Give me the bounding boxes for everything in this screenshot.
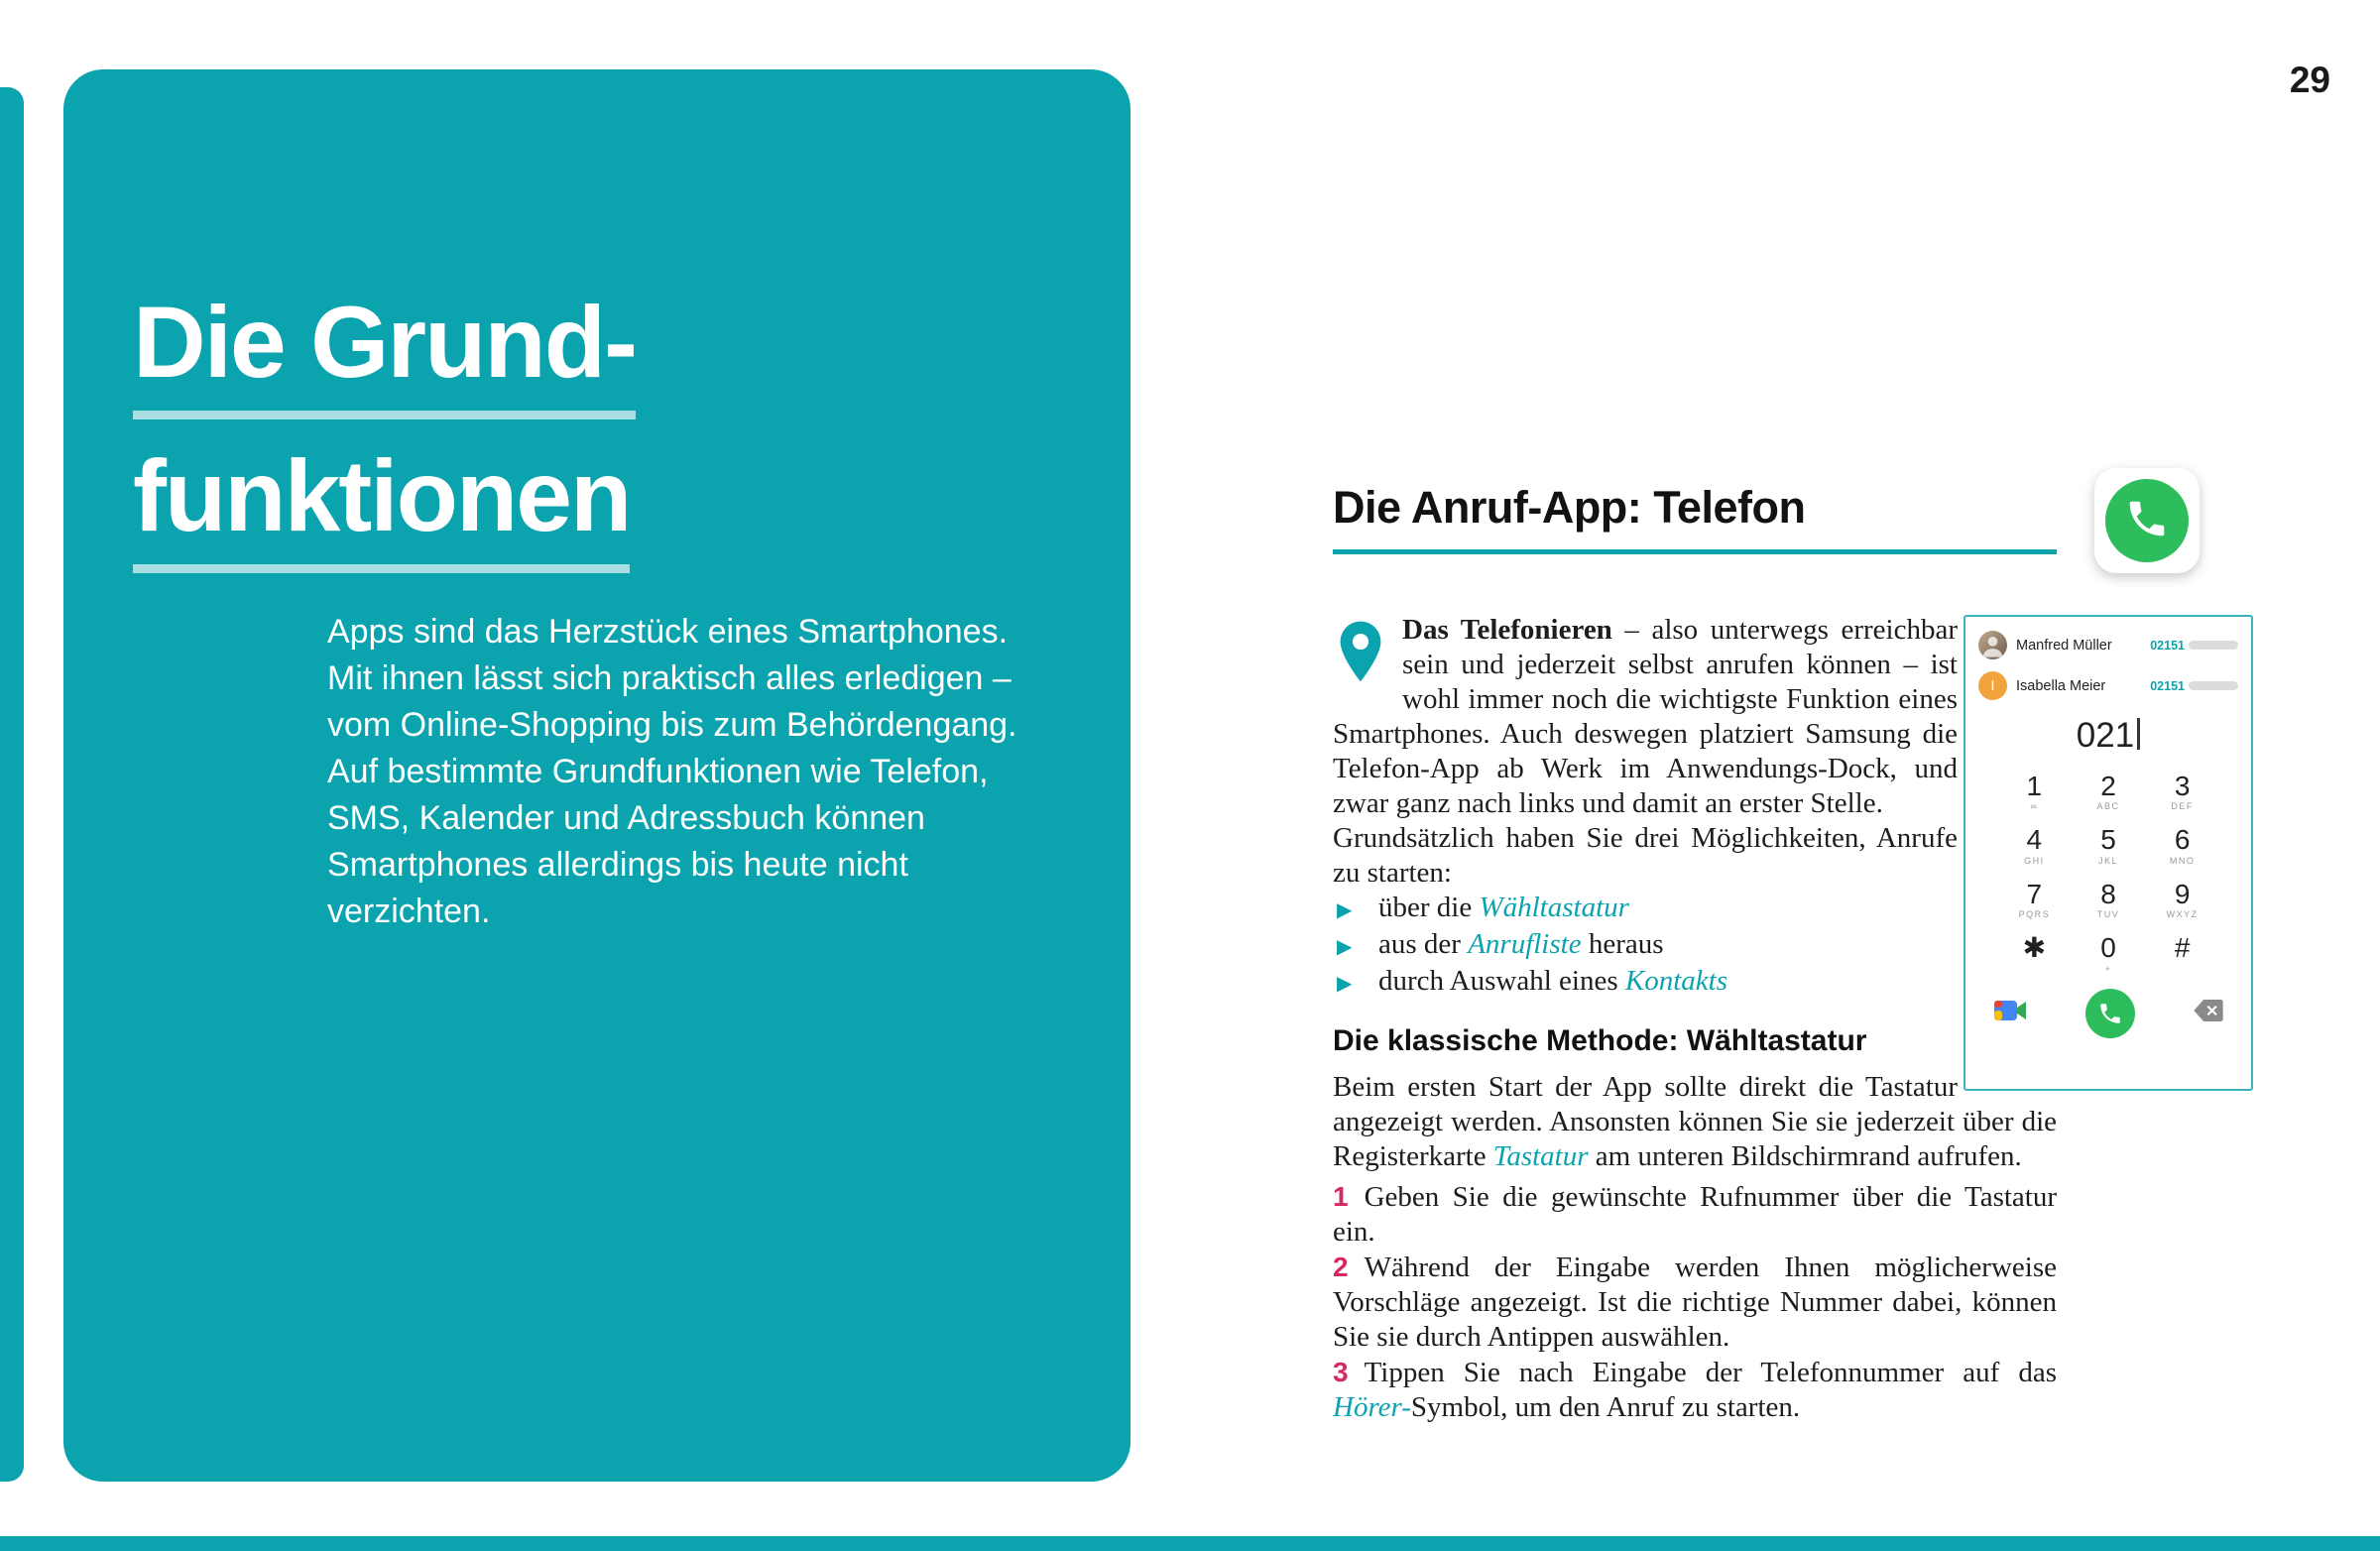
link-hoerer: Hörer-: [1333, 1391, 1411, 1423]
dialer-screenshot: [1964, 615, 2253, 1091]
phone-handset-icon: [2124, 496, 2170, 546]
key-9[interactable]: 9 WXYZ: [2166, 878, 2199, 920]
list-item-text: über die Wähltastatur: [1378, 892, 1629, 923]
redacted-number-bar: [2189, 681, 2238, 690]
intro-body: – also unterwegs erreichbar sein und jederzeit selbst anrufen können – ist wohl immer noch die wichtigste Funktion eines Smartphones. Auch deswegen platziert Samsung die Telefon-App ab Werk im Anwendungs-Dock, und zwar ganz nach links und damit an erster Stelle.: [1333, 614, 1959, 819]
page-edge-strip: [0, 87, 24, 1482]
link-waehltastatur: Wähltastatur: [1479, 892, 1629, 923]
key-hash[interactable]: #: [2174, 932, 2191, 964]
phone-app-icon-circle: [2105, 479, 2189, 562]
text-cursor: [2137, 718, 2140, 750]
list-item-text: aus der Anrufliste heraus: [1378, 928, 1664, 960]
section-heading: Die Anruf-App: Telefon: [1333, 482, 2057, 554]
redacted-number-bar: [2189, 641, 2238, 650]
link-tastatur: Tastatur: [1492, 1140, 1589, 1172]
contact-avatar-initial: I: [1978, 671, 2007, 700]
contact-suggestion-row[interactable]: [1965, 625, 2251, 665]
dialed-number-display: 021: [1965, 716, 2251, 762]
contact-number: 02151: [2150, 679, 2238, 693]
key-6[interactable]: 6 MNO: [2169, 824, 2196, 866]
step-number: 3: [1333, 1357, 1349, 1387]
step-1: 1 Geben Sie die gewünschte Rufnummer über die Tastatur ein.: [1333, 1181, 2057, 1248]
chapter-title: [133, 286, 636, 599]
key-4[interactable]: 4 GHI: [2024, 824, 2045, 866]
page-number: 29: [2289, 60, 2330, 100]
list-item: [1333, 927, 1958, 964]
dialer-action-row: [1965, 975, 2251, 1038]
chapter-title-line-2: funktionen: [133, 445, 630, 573]
step-list: [1333, 1179, 2057, 1425]
article-body: [1333, 613, 2057, 1425]
bullet-triangle-icon: ▶: [1337, 897, 1353, 921]
step-number: 2: [1333, 1252, 1349, 1282]
video-call-icon[interactable]: [1993, 999, 2027, 1027]
key-8[interactable]: 8 TUV: [2096, 878, 2120, 920]
contact-name: Manfred Müller: [2016, 637, 2112, 654]
list-item: [1333, 964, 1958, 1001]
link-kontakts: Kontakts: [1624, 965, 1727, 997]
contact-suggestion-row[interactable]: [1965, 665, 2251, 706]
chapter-title-line-1: Die Grund-: [133, 292, 636, 419]
list-item: [1333, 891, 1958, 927]
key-7[interactable]: 7 PQRS: [2018, 878, 2051, 920]
footer-accent-bar: [0, 1536, 2380, 1551]
options-intro: Grundsätzlich haben Sie drei Möglichkeiten, Anrufe zu starten:: [1333, 822, 1958, 889]
key-1[interactable]: 1 ∞: [2026, 771, 2043, 812]
bullet-triangle-icon: ▶: [1337, 971, 1353, 995]
backspace-icon[interactable]: [2194, 1000, 2223, 1026]
link-anrufliste: Anrufliste: [1468, 928, 1582, 960]
contact-avatar-photo: [1978, 631, 2007, 659]
phone-app-icon: [2094, 468, 2200, 573]
intro-lead: Das Telefonieren: [1402, 614, 1612, 646]
step-number: 1: [1333, 1181, 1349, 1212]
call-button[interactable]: [2085, 989, 2135, 1038]
dial-keypad: [1965, 762, 2251, 975]
key-0[interactable]: 0 +: [2100, 932, 2116, 974]
chapter-intro-text: Apps sind das Herzstück eines Smartphones. Mit ihnen lässt sich praktisch alles erledigen – vom Online-Shopping bis zum Behördengang. Auf bestimmte Grundfunktionen wie Telefon, SMS, Kalender und Adressbuch können Smartphones allerdings bis heute nicht verzichten.: [327, 613, 1017, 930]
key-star[interactable]: ✱: [2022, 932, 2047, 964]
key-3[interactable]: 3 DEF: [2171, 771, 2194, 812]
bullet-triangle-icon: ▶: [1337, 934, 1353, 958]
step-2: 2 Während der Eingabe werden Ihnen möglicherweise Vorschläge angezeigt. Ist die richtige Nummer dabei, können Sie sie durch Antippen auswählen.: [1333, 1252, 2057, 1353]
contact-name: Isabella Meier: [2016, 677, 2106, 694]
intro-paragraph: [1333, 613, 2057, 821]
step-3: 3 Tippen Sie nach Eingabe der Telefonnummer auf das Hörer-Symbol, um den Anruf zu starten.: [1333, 1357, 2057, 1423]
location-pin-icon: [1335, 618, 1386, 694]
method-paragraph: Beim ersten Start der App sollte direkt die Tastatur angezeigt werden. Ansonsten können Sie sie jederzeit über die Registerkarte Tastatur am unteren Bildschirmrand aufrufen.: [1333, 1071, 2057, 1172]
subsection-heading: Die klassische Methode: Wähltastatur: [1333, 1024, 1867, 1057]
list-item-text: durch Auswahl eines Kontakts: [1378, 965, 1727, 997]
contact-number: 02151: [2150, 639, 2238, 653]
key-2[interactable]: 2 ABC: [2096, 771, 2120, 812]
key-5[interactable]: 5 JKL: [2097, 824, 2118, 866]
